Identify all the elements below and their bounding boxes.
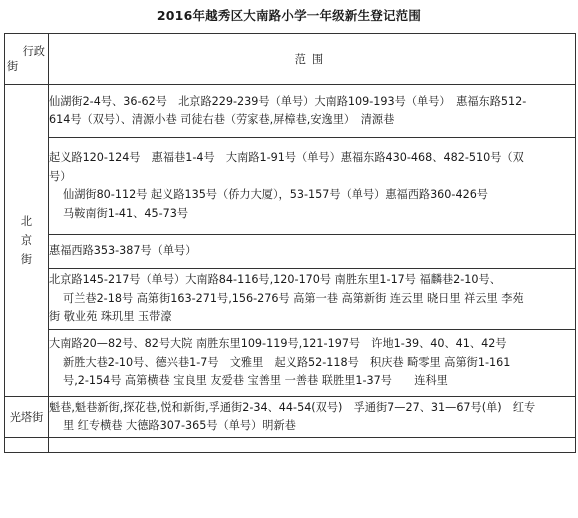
header-district-line1: 行政 [22,45,45,58]
district-char: 街 [20,253,33,266]
range-line: 614号（双号）、清源小巷 司徒右巷（劳家巷,屏樟巷,安逸里） 清源巷 [49,113,395,126]
range-line: 大南路20—82号、82号大院 南胜东里109-119号,121-197号 许地1-39、40、41、42号 [49,337,507,351]
range-cell [49,269,576,330]
table-row [5,235,576,269]
range-line: 新胜大巷2-10号、德兴巷1-7号 文雅里 起义路52-118号 积庆巷 畸零里 高第街1-161 [63,355,511,369]
table-row [5,397,576,438]
table-row [5,85,576,138]
header-range: 范围 [49,34,576,85]
table-row [5,138,576,235]
district-char: 北 [20,215,33,228]
range-line: 起义路120-124号 惠福巷1-4号 大南路1-91号（单号）惠福东路430-468、482-510号（双 [49,151,524,164]
district-beijing [5,85,49,397]
range-cell [49,235,576,269]
header-district [5,34,49,85]
page-title: 2016年越秀区大南路小学一年级新生登记范围 [156,8,422,23]
empty-cell [5,438,49,453]
empty-cell [49,438,576,453]
table-row-partial [5,438,576,453]
range-line: 仙湖街80-112号 起义路135号（侨力大厦），53-157号（单号）惠福西路360-426号 [63,188,488,201]
range-line: 街 敬业苑 珠玑里 玉带濠 [49,310,172,324]
range-line: 仙湖街2-4号、36-62号 北京路229-239号（单号）大南路109-193号（单号） 惠福东路512- [49,94,527,108]
district-char: 京 [20,234,33,247]
district-guangta: 光塔街 [5,397,49,438]
range-cell [49,138,576,235]
range-cell [49,85,576,138]
table-header-row [5,34,576,85]
range-line: 北京路145-217号（单号）大南路84-116号,120-170号 南胜东里1-17号 福麟巷2-10号、 [49,273,501,287]
header-district-line2: 街 [7,60,19,73]
range-line: 惠福西路353-387号（单号） [49,244,197,258]
range-cell [49,330,576,397]
range-line: 号） [49,169,72,183]
range-cell [49,397,576,438]
range-line: 马鞍南街1-41、45-73号 [63,206,189,220]
range-line: 里 红专横巷 大德路307-365号（单号）明新巷 [63,419,296,432]
table-row [5,330,576,397]
range-line: 魁巷,魁巷新街,探花巷,悦和新街,孚通街2-34、44-54(双号) 孚通街7—27、31—67号(单) 红专 [49,400,536,414]
range-line: 号,2-154号 高第横巷 宝良里 友爱巷 宝善里 一善巷 联胜里1-37号 连科里 [63,374,448,388]
range-line: 可兰巷2-18号 高第街163-271号,156-276号 高第一巷 高第新街 连云里 晓日里 祥云里 李苑 [63,291,524,305]
table-row [5,269,576,330]
registration-range-table [4,33,576,453]
